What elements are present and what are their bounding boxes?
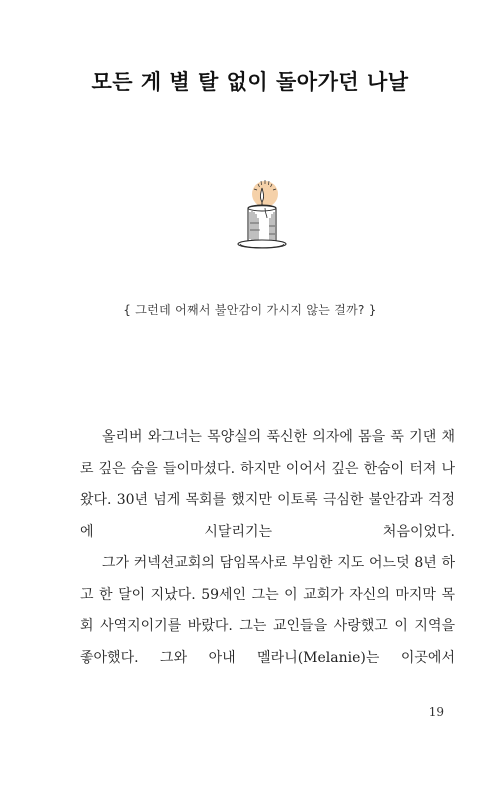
page-number: 19 — [428, 705, 444, 719]
candle-illustration — [232, 178, 292, 254]
chapter-subtitle: { 그런데 어째서 불안감이 가시지 않는 걸까? } — [123, 303, 377, 317]
paragraph: 그가 커넥션교회의 담임목사로 부임한 지도 어느덧 8년 하고 한 달이 지났다. 59세인 그는 이 교회가 자신의 마지막 목회 사역지이기를 바랐다. 그는 교인들을 사랑했고 이 지역을 좋아했다. 그와 아내 멜라니(Melanie)는 이곳에서 — [80, 555, 455, 666]
candle-glow — [252, 181, 278, 207]
body-text — [80, 422, 455, 674]
candle-icon — [232, 178, 292, 254]
paragraph: 올리버 와그너는 목양실의 푹신한 의자에 몸을 푹 기댄 채로 깊은 숨을 들이마셨다. 하지만 이어서 깊은 한숨이 터져 나왔다. 30년 넘게 목회를 했지만 이토록 극심한 불안감과 걱정에 시달리기는 처음이었다. — [80, 429, 455, 540]
chapter-title: 모든 게 별 탈 없이 돌아가던 나날 — [91, 70, 409, 94]
